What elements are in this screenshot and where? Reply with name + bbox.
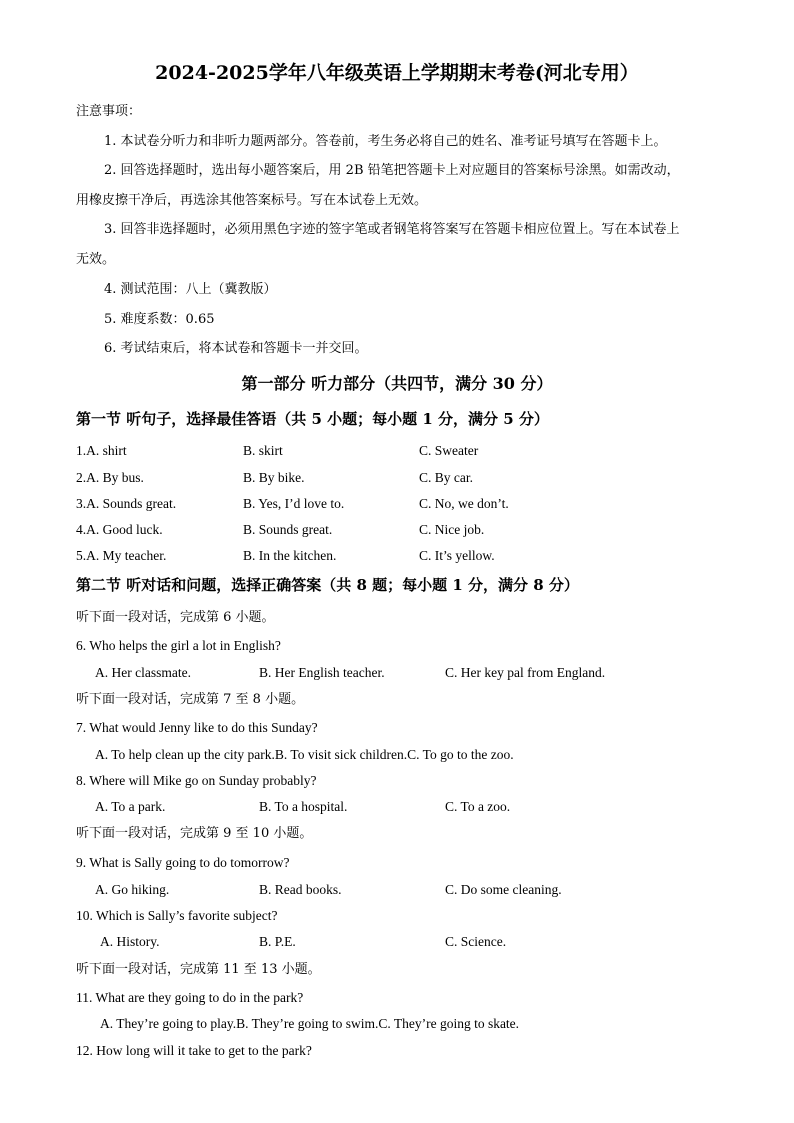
q5-option-c: C. It’s yellow. [419, 548, 495, 563]
q2-option-c: C. By car. [419, 470, 473, 485]
instruction-q9-10: 听下面一段对话，完成第 9 至 10 小题。 [76, 826, 313, 841]
page-title: 2024-2025学年八年级英语上学期期末考卷(河北专用） [155, 62, 639, 84]
question-7: 7. What would Jenny like to do this Sunday? [76, 720, 318, 735]
question-10: 10. Which is Sally’s favorite subject? [76, 908, 278, 923]
note-item-6: 6. 考试结束后，将本试卷和答题卡一并交回。 [104, 341, 368, 356]
q8-option-a: A. To a park. [95, 799, 166, 814]
note-item-2: 2. 回答选择题时，选出每小题答案后，用 2B 铅笔把答题卡上对应题目的答案标号涂黑。如需改动， [104, 163, 680, 178]
q9-option-a: A. Go hiking. [95, 882, 170, 897]
q5-option-b: B. In the kitchen. [243, 548, 337, 563]
q4-option-c: C. Nice job. [419, 522, 485, 537]
q1-option-a: 1.A. shirt [76, 443, 127, 458]
q3-option-c: C. No, we don’t. [419, 496, 509, 511]
question-8: 8. Where will Mike go on Sunday probably? [76, 773, 317, 788]
note-item-1: 1. 本试卷分听力和非听力题两部分。答卷前，考生务必将自己的姓名、准考证号填写在答题卡上。 [104, 134, 667, 149]
q11-options: A. They’re going to play.B. They’re going to swim.C. They’re going to skate. [100, 1016, 520, 1031]
q4-option-b: B. Sounds great. [243, 522, 333, 537]
instruction-q6: 听下面一段对话，完成第 6 小题。 [76, 610, 275, 625]
q10-option-c: C. Science. [445, 934, 507, 949]
instruction-q7-8: 听下面一段对话，完成第 7 至 8 小题。 [76, 692, 305, 707]
q8-option-c: C. To a zoo. [445, 799, 511, 814]
note-item-2-cont: 用橡皮擦干净后，再选涂其他答案标号。写在本试卷上无效。 [76, 193, 428, 208]
q6-option-b: B. Her English teacher. [259, 665, 385, 680]
question-12: 12. How long will it take to get to the park? [76, 1043, 312, 1058]
q4-option-a: 4.A. Good luck. [76, 522, 163, 537]
notes-heading: 注意事项： [76, 104, 142, 119]
q10-option-a: A. History. [100, 934, 160, 949]
q3-option-a: 3.A. Sounds great. [76, 496, 177, 511]
note-item-4: 4. 测试范围：八上（冀教版） [104, 282, 277, 297]
section2-title: 第二节 听对话和问题，选择正确答案（共 8 题；每小题 1 分，满分 8 分） [76, 576, 579, 594]
q9-option-b: B. Read books. [259, 882, 342, 897]
q1-option-b: B. skirt [243, 443, 283, 458]
instruction-q11-13: 听下面一段对话，完成第 11 至 13 小题。 [76, 962, 321, 977]
q6-option-c: C. Her key pal from England. [445, 665, 606, 680]
question-11: 11. What are they going to do in the park? [76, 990, 304, 1005]
q1-option-c: C. Sweater [419, 443, 479, 458]
q8-option-b: B. To a hospital. [259, 799, 348, 814]
q2-option-a: 2.A. By bus. [76, 470, 144, 485]
q2-option-b: B. By bike. [243, 470, 305, 485]
q6-option-a: A. Her classmate. [95, 665, 191, 680]
note-item-5: 5. 难度系数：0.65 [104, 312, 215, 327]
q10-option-b: B. P.E. [259, 934, 296, 949]
part1-title: 第一部分 听力部分（共四节，满分 30 分） [241, 374, 553, 393]
question-6: 6. Who helps the girl a lot in English? [76, 638, 281, 653]
question-9: 9. What is Sally going to do tomorrow? [76, 855, 290, 870]
note-item-3-cont: 无效。 [76, 252, 116, 267]
q3-option-b: B. Yes, I’d love to. [243, 496, 345, 511]
q7-options: A. To help clean up the city park.B. To visit sick children.C. To go to the zoo. [95, 747, 514, 762]
q5-option-a: 5.A. My teacher. [76, 548, 167, 563]
note-item-3: 3. 回答非选择题时，必须用黑色字迹的签字笔或者钢笔将答案写在答题卡相应位置上。写在本试卷上 [104, 222, 680, 237]
section1-title: 第一节 听句子，选择最佳答语（共 5 小题；每小题 1 分，满分 5 分） [76, 410, 549, 428]
q9-option-c: C. Do some cleaning. [445, 882, 562, 897]
